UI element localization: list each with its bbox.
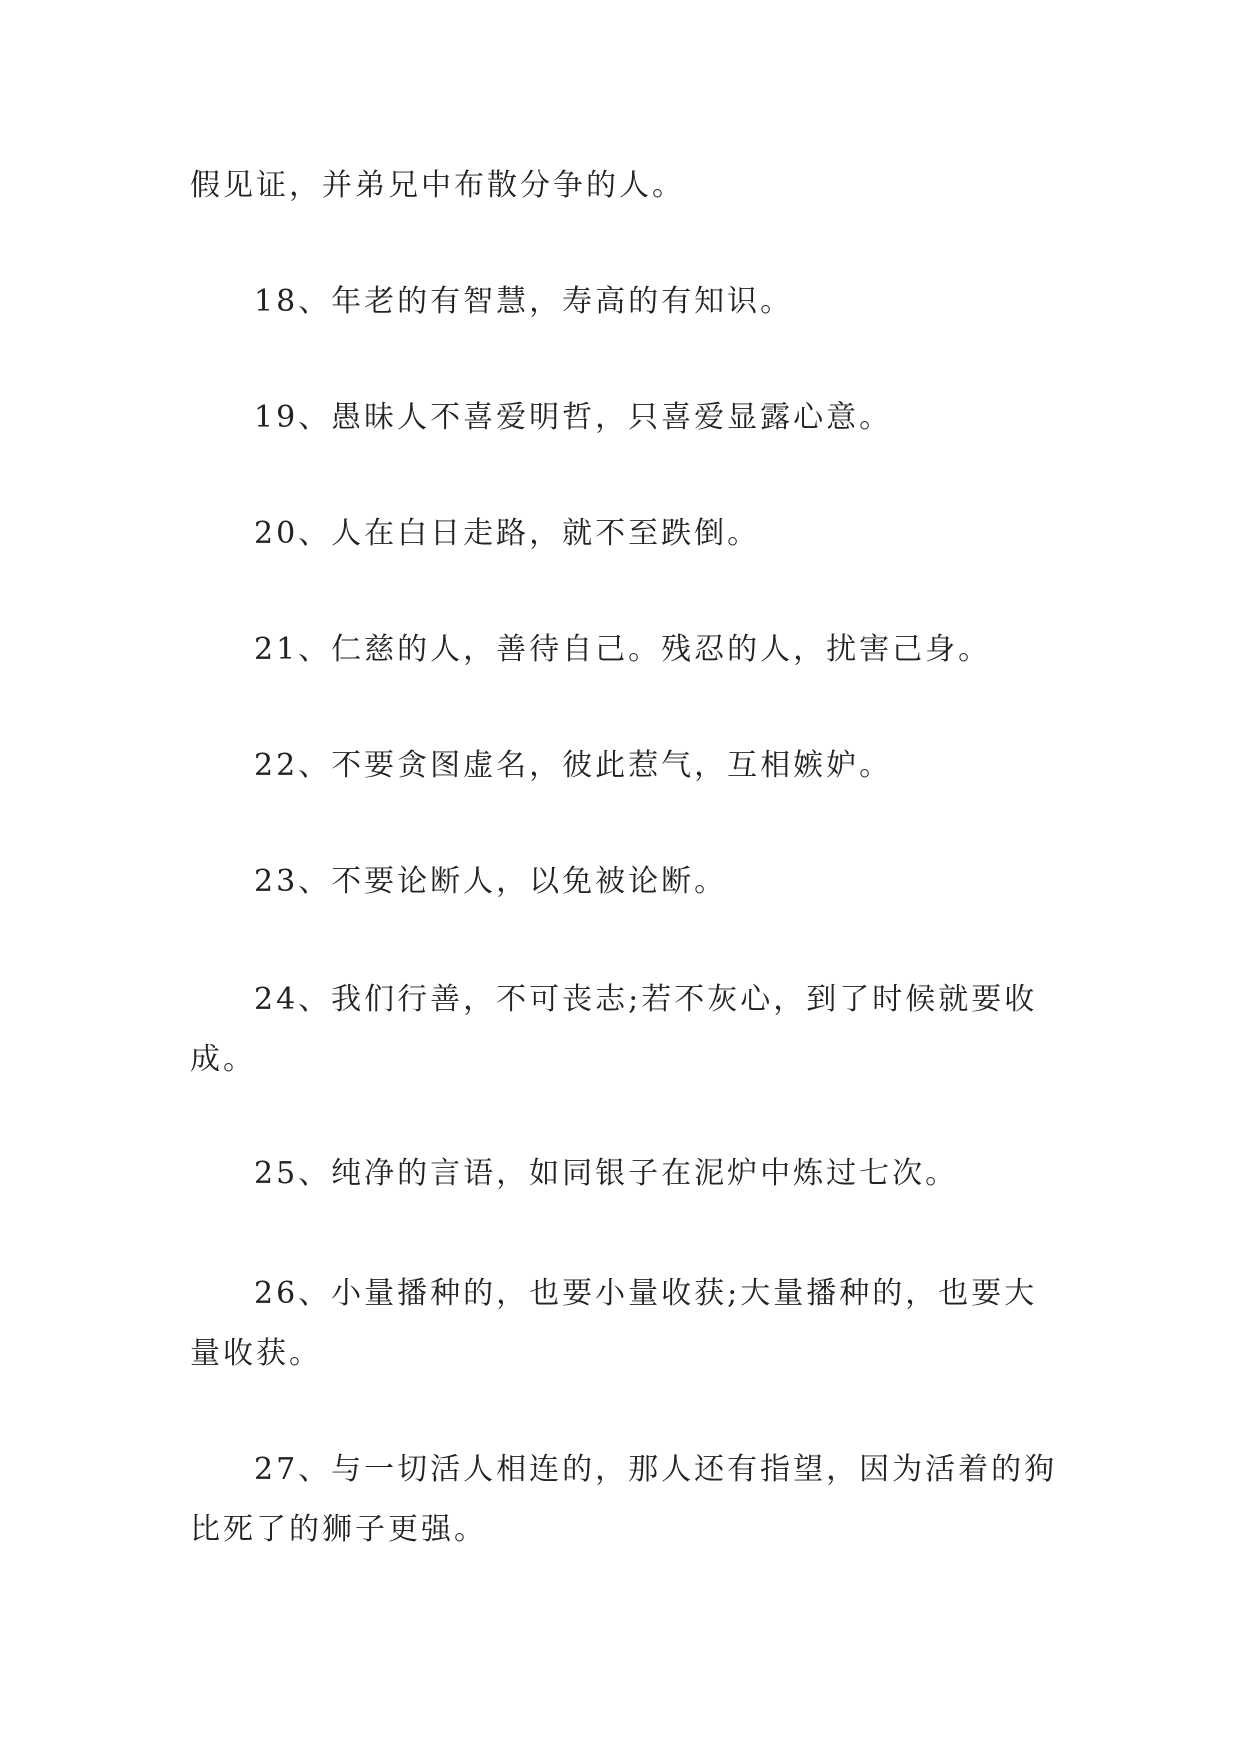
paragraph-22: 22、不要贪图虚名，彼此惹气，互相嫉妒。 bbox=[254, 748, 893, 783]
paragraph-continuation: 假见证，并弟兄中布散分争的人。 bbox=[190, 168, 685, 203]
paragraph-18: 18、年老的有智慧，寿高的有知识。 bbox=[254, 284, 794, 319]
paragraph-20: 20、人在白日走路，就不至跌倒。 bbox=[254, 516, 761, 551]
paragraph-23: 23、不要论断人，以免被论断。 bbox=[254, 864, 728, 899]
paragraph-25: 25、纯净的言语，如同银子在泥炉中炼过七次。 bbox=[254, 1156, 959, 1191]
paragraph-19: 19、愚昧人不喜爱明哲，只喜爱显露心意。 bbox=[254, 400, 893, 435]
paragraph-24: 24、我们行善，不可丧志;若不灰心，到了时候就要收成。 bbox=[190, 982, 1038, 1077]
paragraph-27: 27、与一切活人相连的，那人还有指望，因为活着的狗比死了的狮子更强。 bbox=[190, 1452, 1058, 1547]
paragraph-21: 21、仁慈的人，善待自己。残忍的人，扰害己身。 bbox=[254, 632, 992, 667]
paragraph-26: 26、小量播种的，也要小量收获;大量播种的，也要大量收获。 bbox=[190, 1276, 1038, 1371]
